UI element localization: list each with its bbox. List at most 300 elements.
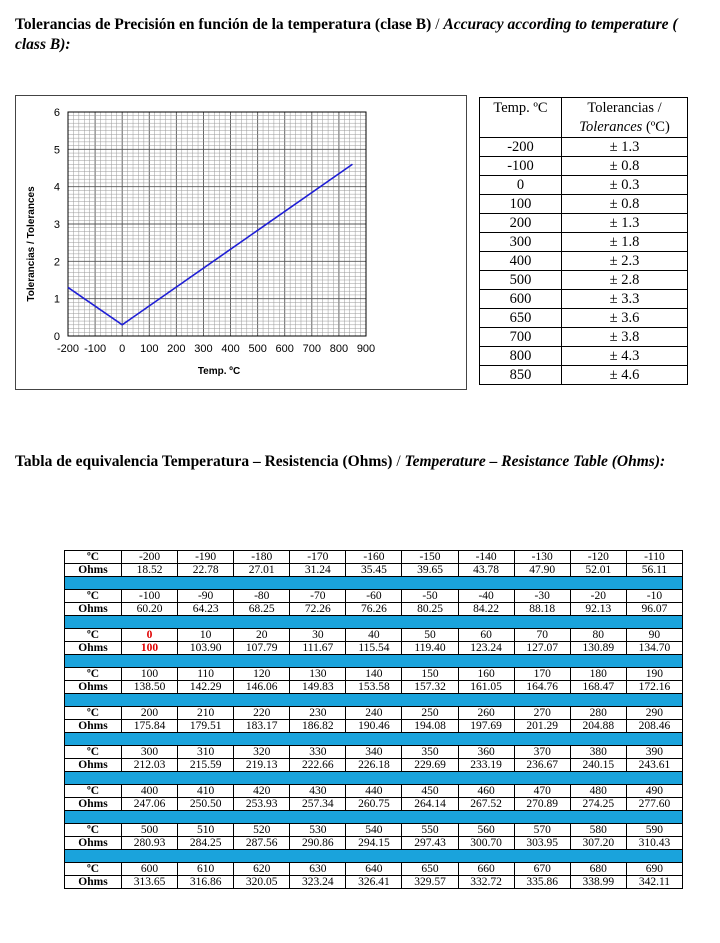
- temperature-cell: 40: [346, 629, 402, 642]
- x-axis-label: Temp. ºC: [197, 366, 241, 377]
- temperature-row-label: ºC: [65, 551, 122, 564]
- separator-band-cell: [65, 733, 683, 746]
- temperature-cell: 680: [570, 863, 626, 876]
- ohms-cell: 60.20: [122, 603, 178, 616]
- ohms-row-label: Ohms: [65, 720, 122, 733]
- ohms-cell: 267.52: [458, 798, 514, 811]
- temperature-row: [65, 785, 683, 798]
- resistance-heading-es: Tabla de equivalencia Temperatura – Resistencia (Ohms): [15, 453, 393, 470]
- temperature-row: [65, 551, 683, 564]
- x-tick-label: 100: [140, 343, 159, 355]
- ohms-cell: 127.07: [514, 642, 570, 655]
- ohms-row: [65, 798, 683, 811]
- temperature-cell: 560: [458, 824, 514, 837]
- tolerance-row: [480, 328, 688, 347]
- ohms-row: [65, 681, 683, 694]
- ohms-cell: 88.18: [514, 603, 570, 616]
- tolerance-cell: ± 2.3: [562, 252, 688, 271]
- ohms-cell: 329.57: [402, 876, 458, 889]
- temperature-cell: 570: [514, 824, 570, 837]
- temperature-cell: 220: [234, 707, 290, 720]
- temperature-cell: 630: [290, 863, 346, 876]
- ohms-row: [65, 564, 683, 577]
- temperature-cell: 320: [234, 746, 290, 759]
- temperature-cell: 160: [458, 668, 514, 681]
- temperature-row: [65, 629, 683, 642]
- temperature-row-label: ºC: [65, 590, 122, 603]
- temperature-cell: 370: [514, 746, 570, 759]
- x-tick-label: -200: [56, 343, 80, 355]
- tolerance-cell: ± 0.3: [562, 176, 688, 195]
- temperature-cell: 380: [570, 746, 626, 759]
- ohms-cell: 115.54: [346, 642, 402, 655]
- temperature-cell: -200: [122, 551, 178, 564]
- temp-cell: 400: [480, 252, 562, 271]
- temperature-cell: 390: [626, 746, 682, 759]
- y-tick-label: 0: [53, 331, 60, 343]
- ohms-cell: 138.50: [122, 681, 178, 694]
- tolerance-row: [480, 252, 688, 271]
- temperature-cell: 30: [290, 629, 346, 642]
- tolerance-cell: ± 3.3: [562, 290, 688, 309]
- tolerance-chart-svg: [16, 96, 466, 389]
- y-tick-label: 4: [53, 181, 60, 194]
- ohms-cell: 326.41: [346, 876, 402, 889]
- x-tick-label: 0: [119, 343, 126, 355]
- temperature-cell: 500: [122, 824, 178, 837]
- ohms-cell: 72.26: [290, 603, 346, 616]
- temperature-cell: 130: [290, 668, 346, 681]
- ohms-cell: 179.51: [178, 720, 234, 733]
- ohms-cell: 208.46: [626, 720, 682, 733]
- tolerance-cell: ± 1.8: [562, 233, 688, 252]
- accuracy-heading-es: Tolerancias de Precisión en función de la temperatura (clase B): [15, 16, 432, 33]
- temperature-cell: -150: [402, 551, 458, 564]
- tolerance-row: [480, 157, 688, 176]
- ohms-cell: 297.43: [402, 837, 458, 850]
- ohms-cell: 280.93: [122, 837, 178, 850]
- ohms-cell: 323.24: [290, 876, 346, 889]
- temperature-cell: 420: [234, 785, 290, 798]
- y-tick-label: 3: [53, 219, 60, 231]
- y-tick-label: 2: [53, 256, 60, 269]
- temperature-cell: 280: [570, 707, 626, 720]
- ohms-cell: 342.11: [626, 876, 682, 889]
- ohms-cell: 22.78: [178, 564, 234, 577]
- temperature-cell: 110: [178, 668, 234, 681]
- ohms-cell: 84.22: [458, 603, 514, 616]
- separator-band: [65, 811, 683, 824]
- tolerance-row: [480, 233, 688, 252]
- temperature-cell: -180: [234, 551, 290, 564]
- temperature-cell: -20: [570, 590, 626, 603]
- temperature-row: [65, 824, 683, 837]
- temperature-cell: 550: [402, 824, 458, 837]
- ohms-cell: 68.25: [234, 603, 290, 616]
- temperature-cell: 340: [346, 746, 402, 759]
- ohms-cell: 290.86: [290, 837, 346, 850]
- ohms-cell: 236.67: [514, 759, 570, 772]
- temperature-cell: 210: [178, 707, 234, 720]
- tolerance-header-unit: (ºC): [642, 119, 670, 135]
- ohms-cell: 250.50: [178, 798, 234, 811]
- separator-band: [65, 577, 683, 590]
- temp-cell: 650: [480, 309, 562, 328]
- ohms-row-label: Ohms: [65, 876, 122, 889]
- temperature-cell: 660: [458, 863, 514, 876]
- temperature-cell: 410: [178, 785, 234, 798]
- ohms-cell: 43.78: [458, 564, 514, 577]
- temperature-cell: 230: [290, 707, 346, 720]
- tolerance-row: [480, 347, 688, 366]
- temperature-cell: 270: [514, 707, 570, 720]
- tolerance-row: [480, 176, 688, 195]
- temperature-row-label: ºC: [65, 863, 122, 876]
- separator-band-cell: [65, 811, 683, 824]
- tolerance-row: [480, 290, 688, 309]
- temperature-cell: 10: [178, 629, 234, 642]
- tolerance-row: [480, 138, 688, 157]
- x-tick-label: 400: [221, 343, 240, 355]
- temperature-cell: 150: [402, 668, 458, 681]
- temperature-cell: 440: [346, 785, 402, 798]
- ohms-cell: 313.65: [122, 876, 178, 889]
- x-tick-label: 900: [356, 343, 376, 355]
- tolerance-table-body: [480, 138, 688, 385]
- temperature-cell: -30: [514, 590, 570, 603]
- temperature-cell: 540: [346, 824, 402, 837]
- tolerance-line: [68, 164, 352, 325]
- ohms-cell: 153.58: [346, 681, 402, 694]
- temperature-row: [65, 668, 683, 681]
- temperature-row-label: ºC: [65, 707, 122, 720]
- tolerance-cell: ± 0.8: [562, 157, 688, 176]
- ohms-cell: 119.40: [402, 642, 458, 655]
- resistance-heading-en: Temperature – Resistance Table (Ohms):: [404, 453, 666, 470]
- x-tick-label: 700: [302, 343, 321, 355]
- ohms-cell: 130.89: [570, 642, 626, 655]
- tolerance-row: [480, 271, 688, 290]
- tolerance-row: [480, 309, 688, 328]
- tolerance-header-en: Tolerances: [579, 119, 643, 135]
- ohms-cell: 219.13: [234, 759, 290, 772]
- temperature-cell: 170: [514, 668, 570, 681]
- ohms-cell: 284.25: [178, 837, 234, 850]
- temp-column-header: Temp. ºC: [480, 98, 562, 138]
- separator-band: [65, 616, 683, 629]
- ohms-row: [65, 720, 683, 733]
- temperature-cell: 480: [570, 785, 626, 798]
- ohms-cell: 197.69: [458, 720, 514, 733]
- temperature-cell: 330: [290, 746, 346, 759]
- temperature-cell: 100: [122, 668, 178, 681]
- heading-separator: /: [392, 453, 405, 470]
- accuracy-heading: [15, 15, 705, 55]
- ohms-row: [65, 759, 683, 772]
- tolerance-column-header: [562, 98, 688, 138]
- ohms-cell: 92.13: [570, 603, 626, 616]
- temp-cell: 850: [480, 366, 562, 385]
- ohms-cell: 103.90: [178, 642, 234, 655]
- ohms-cell: 229.69: [402, 759, 458, 772]
- ohms-cell: 215.59: [178, 759, 234, 772]
- ohms-cell: 39.65: [402, 564, 458, 577]
- temperature-cell: 260: [458, 707, 514, 720]
- separator-band: [65, 733, 683, 746]
- ohms-cell: 316.86: [178, 876, 234, 889]
- temperature-cell: 530: [290, 824, 346, 837]
- ohms-cell: 201.29: [514, 720, 570, 733]
- temp-cell: 100: [480, 195, 562, 214]
- temperature-cell: -70: [290, 590, 346, 603]
- ohms-cell: 18.52: [122, 564, 178, 577]
- temperature-cell: 400: [122, 785, 178, 798]
- ohms-cell: 27.01: [234, 564, 290, 577]
- ohms-row-label: Ohms: [65, 642, 122, 655]
- y-axis-label: Tolerancias / Tolerances: [26, 186, 37, 302]
- temperature-row-label: ºC: [65, 785, 122, 798]
- ohms-cell: 307.20: [570, 837, 626, 850]
- temperature-cell: -170: [290, 551, 346, 564]
- ohms-cell: 142.29: [178, 681, 234, 694]
- ohms-cell: 260.75: [346, 798, 402, 811]
- ohms-cell: 335.86: [514, 876, 570, 889]
- ohms-cell: 320.05: [234, 876, 290, 889]
- ohms-cell: 161.05: [458, 681, 514, 694]
- temperature-cell: 290: [626, 707, 682, 720]
- y-tick-label: 6: [53, 107, 60, 119]
- ohms-cell: 52.01: [570, 564, 626, 577]
- temperature-cell: -130: [514, 551, 570, 564]
- ohms-cell: 80.25: [402, 603, 458, 616]
- temperature-cell: 300: [122, 746, 178, 759]
- ohms-cell: 134.70: [626, 642, 682, 655]
- ohms-cell: 183.17: [234, 720, 290, 733]
- ohms-cell: 222.66: [290, 759, 346, 772]
- temperature-cell: 490: [626, 785, 682, 798]
- x-tick-label: -100: [84, 343, 107, 355]
- temperature-cell: 90: [626, 629, 682, 642]
- resistance-table: [64, 550, 683, 889]
- ohms-row-label: Ohms: [65, 564, 122, 577]
- temperature-cell: -160: [346, 551, 402, 564]
- tolerance-cell: ± 1.3: [562, 138, 688, 157]
- tolerance-table: [479, 97, 688, 385]
- temp-cell: 700: [480, 328, 562, 347]
- ohms-cell: 168.47: [570, 681, 626, 694]
- ohms-cell: 332.72: [458, 876, 514, 889]
- ohms-row-label: Ohms: [65, 837, 122, 850]
- ohms-cell: 157.32: [402, 681, 458, 694]
- temperature-cell: 690: [626, 863, 682, 876]
- temperature-cell: 510: [178, 824, 234, 837]
- temperature-cell: 240: [346, 707, 402, 720]
- ohms-cell: 172.16: [626, 681, 682, 694]
- temperature-cell: 430: [290, 785, 346, 798]
- temperature-cell: 140: [346, 668, 402, 681]
- temperature-cell: 180: [570, 668, 626, 681]
- tolerance-cell: ± 4.6: [562, 366, 688, 385]
- x-tick-label: 800: [329, 343, 349, 355]
- temperature-cell: -50: [402, 590, 458, 603]
- tolerance-table-header: [480, 98, 688, 138]
- accuracy-heading-en: Accuracy according to temperature ( class B):: [15, 16, 678, 53]
- separator-band: [65, 694, 683, 707]
- tolerance-cell: ± 1.3: [562, 214, 688, 233]
- separator-band: [65, 772, 683, 785]
- temperature-row-label: ºC: [65, 746, 122, 759]
- temperature-cell: 190: [626, 668, 682, 681]
- temp-cell: 200: [480, 214, 562, 233]
- temp-cell: -200: [480, 138, 562, 157]
- temperature-cell: -100: [122, 590, 178, 603]
- ohms-cell: 64.23: [178, 603, 234, 616]
- ohms-cell: 123.24: [458, 642, 514, 655]
- ohms-cell: 243.61: [626, 759, 682, 772]
- temp-cell: -100: [480, 157, 562, 176]
- temperature-cell: 670: [514, 863, 570, 876]
- tolerance-cell: ± 0.8: [562, 195, 688, 214]
- ohms-cell: 226.18: [346, 759, 402, 772]
- temperature-cell: 600: [122, 863, 178, 876]
- temperature-cell: 120: [234, 668, 290, 681]
- ohms-row: [65, 876, 683, 889]
- tolerance-cell: ± 3.6: [562, 309, 688, 328]
- ohms-cell: 212.03: [122, 759, 178, 772]
- ohms-row-label: Ohms: [65, 603, 122, 616]
- temperature-cell: 360: [458, 746, 514, 759]
- temperature-row-label: ºC: [65, 824, 122, 837]
- separator-band: [65, 850, 683, 863]
- ohms-cell: 300.70: [458, 837, 514, 850]
- temperature-row: [65, 863, 683, 876]
- tolerance-header-es: Tolerancias /: [587, 100, 662, 116]
- ohms-cell: 47.90: [514, 564, 570, 577]
- ohms-cell: 100: [122, 642, 178, 655]
- ohms-cell: 164.76: [514, 681, 570, 694]
- ohms-cell: 277.60: [626, 798, 682, 811]
- separator-band: [65, 655, 683, 668]
- ohms-cell: 287.56: [234, 837, 290, 850]
- ohms-cell: 303.95: [514, 837, 570, 850]
- temp-cell: 0: [480, 176, 562, 195]
- ohms-cell: 338.99: [570, 876, 626, 889]
- temp-cell: 300: [480, 233, 562, 252]
- separator-band-cell: [65, 694, 683, 707]
- ohms-cell: 204.88: [570, 720, 626, 733]
- ohms-cell: 149.83: [290, 681, 346, 694]
- separator-band-cell: [65, 577, 683, 590]
- ohms-cell: 294.15: [346, 837, 402, 850]
- ohms-cell: 233.19: [458, 759, 514, 772]
- temperature-cell: 0: [122, 629, 178, 642]
- temperature-cell: -190: [178, 551, 234, 564]
- temperature-cell: 450: [402, 785, 458, 798]
- temperature-cell: -60: [346, 590, 402, 603]
- temp-cell: 800: [480, 347, 562, 366]
- temperature-cell: 80: [570, 629, 626, 642]
- ohms-cell: 175.84: [122, 720, 178, 733]
- ohms-cell: 247.06: [122, 798, 178, 811]
- resistance-heading: [15, 452, 705, 472]
- ohms-cell: 264.14: [402, 798, 458, 811]
- temperature-row-label: ºC: [65, 668, 122, 681]
- tolerance-chart: [15, 95, 467, 390]
- temperature-cell: 20: [234, 629, 290, 642]
- x-tick-label: 300: [194, 343, 213, 355]
- temperature-row: [65, 707, 683, 720]
- temperature-cell: 50: [402, 629, 458, 642]
- ohms-cell: 76.26: [346, 603, 402, 616]
- ohms-cell: 56.11: [626, 564, 682, 577]
- ohms-cell: 274.25: [570, 798, 626, 811]
- tolerance-cell: ± 3.8: [562, 328, 688, 347]
- temperature-cell: 460: [458, 785, 514, 798]
- temperature-cell: 650: [402, 863, 458, 876]
- ohms-cell: 257.34: [290, 798, 346, 811]
- x-tick-label: 500: [248, 343, 267, 355]
- temperature-row-label: ºC: [65, 629, 122, 642]
- ohms-cell: 240.15: [570, 759, 626, 772]
- temperature-cell: 580: [570, 824, 626, 837]
- temperature-cell: 60: [458, 629, 514, 642]
- heading-separator: /: [431, 16, 444, 33]
- temperature-cell: 610: [178, 863, 234, 876]
- temperature-cell: 350: [402, 746, 458, 759]
- temp-cell: 500: [480, 271, 562, 290]
- tolerance-cell: ± 4.3: [562, 347, 688, 366]
- temperature-cell: -90: [178, 590, 234, 603]
- y-tick-label: 1: [53, 293, 60, 306]
- temperature-cell: -110: [626, 551, 682, 564]
- ohms-cell: 310.43: [626, 837, 682, 850]
- ohms-row-label: Ohms: [65, 759, 122, 772]
- temperature-cell: 200: [122, 707, 178, 720]
- temperature-cell: -140: [458, 551, 514, 564]
- temperature-row: [65, 590, 683, 603]
- ohms-cell: 107.79: [234, 642, 290, 655]
- ohms-row-label: Ohms: [65, 681, 122, 694]
- ohms-cell: 96.07: [626, 603, 682, 616]
- ohms-cell: 190.46: [346, 720, 402, 733]
- temperature-cell: 70: [514, 629, 570, 642]
- temperature-cell: 590: [626, 824, 682, 837]
- temperature-cell: -80: [234, 590, 290, 603]
- ohms-cell: 194.08: [402, 720, 458, 733]
- separator-band-cell: [65, 655, 683, 668]
- tolerance-row: [480, 195, 688, 214]
- ohms-row: [65, 642, 683, 655]
- ohms-row-label: Ohms: [65, 798, 122, 811]
- temperature-cell: 310: [178, 746, 234, 759]
- tolerance-row: [480, 214, 688, 233]
- temperature-cell: 640: [346, 863, 402, 876]
- separator-band-cell: [65, 616, 683, 629]
- y-tick-label: 5: [53, 144, 60, 157]
- temperature-cell: 620: [234, 863, 290, 876]
- ohms-row: [65, 837, 683, 850]
- resistance-table-body: [65, 551, 683, 889]
- temperature-cell: -120: [570, 551, 626, 564]
- x-tick-label: 600: [275, 343, 294, 355]
- temperature-cell: -10: [626, 590, 682, 603]
- ohms-cell: 253.93: [234, 798, 290, 811]
- separator-band-cell: [65, 850, 683, 863]
- temperature-cell: 250: [402, 707, 458, 720]
- ohms-cell: 35.45: [346, 564, 402, 577]
- x-tick-label: 200: [167, 343, 186, 355]
- temperature-cell: -40: [458, 590, 514, 603]
